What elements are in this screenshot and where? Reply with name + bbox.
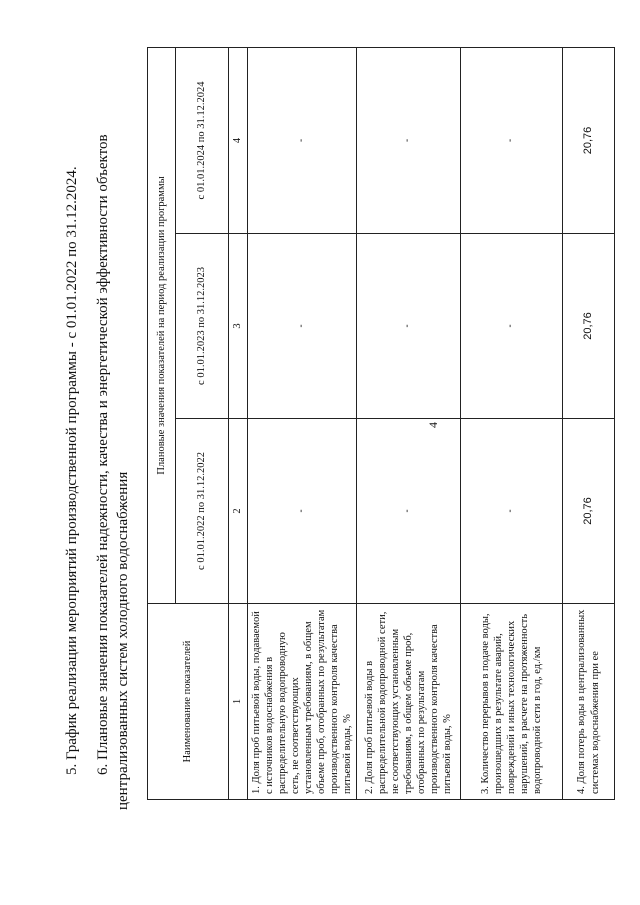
indicator-name: 4. Доля потерь воды в централизованных системах водоснабжения при ее: [563, 604, 615, 800]
group-header: Плановые значения показателей на период реализации программы: [148, 48, 176, 604]
indicator-value: 20,76: [563, 48, 615, 234]
indicator-value: -: [461, 48, 563, 234]
indicators-table: [147, 47, 615, 800]
period-header-2023: с 01.01.2023 по 31.12.2023: [176, 234, 229, 419]
indicator-value: -: [357, 48, 461, 234]
column-number: 3: [229, 234, 248, 419]
name-column-header: Наименование показателей: [148, 604, 229, 800]
indicator-value: 20,76: [563, 234, 615, 419]
section-6-heading-line-1: 6. Плановые значения показателей надежности, качества и энергетической эффективности объектов: [95, 134, 111, 775]
column-number: 4: [229, 48, 248, 234]
table-row: [248, 48, 357, 800]
indicator-value: 20,76: [563, 419, 615, 604]
table-row: [461, 48, 563, 800]
section-5-heading: 5. График реализации мероприятий производственной программы - с 01.01.2022 по 31.12.2024.: [64, 166, 80, 775]
indicator-value: -: [461, 419, 563, 604]
indicator-value: -: [248, 419, 357, 604]
column-number: 1: [229, 604, 248, 800]
table-row: [563, 48, 615, 800]
period-header-2022: с 01.01.2022 по 31.12.2022: [176, 419, 229, 604]
indicator-name: 3. Количество перерывов в подаче воды, произошедших в результате аварий, повреждений и иных технологических нарушений, в расчете на протяженность водопроводной сети в год, ед./км: [461, 604, 563, 800]
section-6-heading-line-2: централизованных систем холодного водоснабжения: [115, 471, 131, 810]
indicator-value: -: [461, 234, 563, 419]
period-header-2024: с 01.01.2024 по 31.12.2024: [176, 48, 229, 234]
indicator-value: -: [357, 419, 461, 604]
indicator-name: 1. Доля проб питьевой воды, подаваемой с источников водоснабжения в распределительную водопроводную сеть, не соответствующих установленным требованиям, в общем объеме проб, отобранных по результатам производственного контроля качества питьевой воды, %: [248, 604, 357, 800]
indicator-value: -: [248, 234, 357, 419]
indicator-value: -: [248, 48, 357, 234]
table-row: [357, 48, 461, 800]
page-number: 4: [426, 422, 440, 428]
column-number: 2: [229, 419, 248, 604]
indicator-name: 2. Доля проб питьевой воды в распределительной водопроводной сети, не соответствующих установленным требованиям, в общем объеме проб, отобранных по результатам производственного контроля качества питьевой воды, %: [357, 604, 461, 800]
indicator-value: -: [357, 234, 461, 419]
